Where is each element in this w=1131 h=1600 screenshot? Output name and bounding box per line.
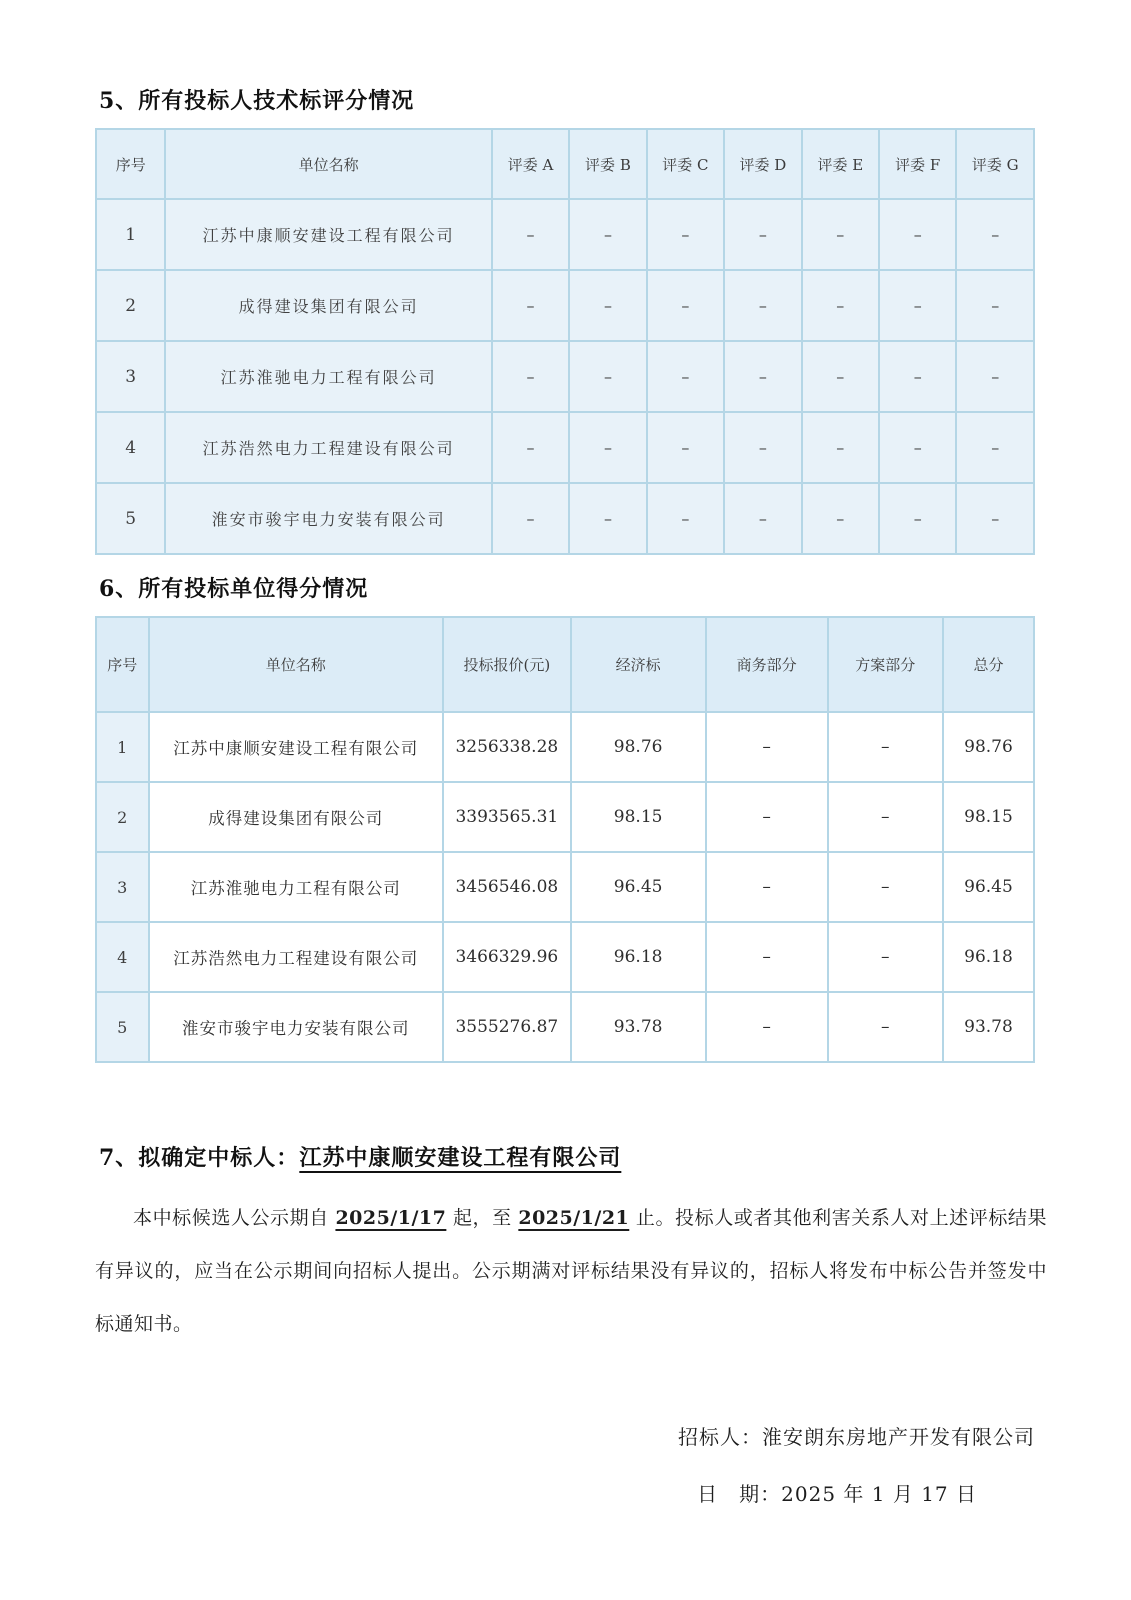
table-header-row — [96, 129, 1034, 199]
cell-judge-score: – — [879, 412, 956, 483]
cell-total-score: 96.18 — [943, 922, 1034, 992]
cell-judge-score: – — [569, 483, 646, 554]
table-row — [96, 270, 1034, 341]
cell-company-name: 成得建设集团有限公司 — [165, 270, 491, 341]
header-judge-a: 评委 A — [492, 129, 569, 199]
cell-bid-price: 3393565.31 — [443, 782, 571, 852]
cell-judge-score: – — [802, 270, 879, 341]
cell-judge-score: – — [802, 412, 879, 483]
cell-company-name: 江苏浩然电力工程建设有限公司 — [149, 922, 444, 992]
section6-title: 6、所有投标单位得分情况 — [99, 576, 369, 602]
cell-judge-score: – — [569, 412, 646, 483]
section7-title — [99, 1141, 1035, 1172]
cell-company-name: 江苏浩然电力工程建设有限公司 — [165, 412, 491, 483]
table-row — [96, 712, 1034, 782]
cell-economic-score: 98.76 — [571, 712, 706, 782]
header-company-name: 单位名称 — [165, 129, 491, 199]
winner-name: 江苏中康顺安建设工程有限公司 — [299, 1145, 622, 1171]
cell-serial: 4 — [96, 922, 149, 992]
cell-plan-score: – — [828, 712, 943, 782]
cell-judge-score: – — [956, 199, 1034, 270]
cell-economic-score: 98.15 — [571, 782, 706, 852]
cell-serial: 3 — [96, 341, 165, 412]
table-row — [96, 782, 1034, 852]
header-judge-d: 评委 D — [724, 129, 801, 199]
notice-text: 本中标候选人公示期自 — [133, 1207, 336, 1229]
table-row — [96, 341, 1034, 412]
cell-judge-score: – — [802, 483, 879, 554]
cell-judge-score: – — [647, 199, 724, 270]
cell-plan-score: – — [828, 992, 943, 1062]
header-business-score: 商务部分 — [706, 617, 828, 712]
table-row — [96, 852, 1034, 922]
cell-serial: 5 — [96, 483, 165, 554]
cell-bid-price: 3456546.08 — [443, 852, 571, 922]
header-company-name: 单位名称 — [149, 617, 444, 712]
cell-judge-score: – — [647, 412, 724, 483]
section7-title-prefix: 7、拟确定中标人： — [99, 1145, 300, 1171]
date-line — [95, 1478, 1035, 1507]
cell-judge-score: – — [724, 199, 801, 270]
cell-judge-score: – — [569, 270, 646, 341]
cell-judge-score: – — [647, 270, 724, 341]
cell-business-score: – — [706, 852, 828, 922]
cell-judge-score: – — [802, 199, 879, 270]
cell-plan-score: – — [828, 782, 943, 852]
signature-block — [95, 1421, 1035, 1507]
cell-serial: 4 — [96, 412, 165, 483]
cell-total-score: 93.78 — [943, 992, 1034, 1062]
cell-judge-score: – — [879, 483, 956, 554]
table-header-row — [96, 617, 1034, 712]
cell-economic-score: 96.18 — [571, 922, 706, 992]
table-row — [96, 922, 1034, 992]
cell-total-score: 98.15 — [943, 782, 1034, 852]
tenderer-line — [95, 1421, 1035, 1450]
header-serial: 序号 — [96, 617, 149, 712]
notice-text: 起，至 — [446, 1207, 519, 1229]
cell-serial: 3 — [96, 852, 149, 922]
cell-business-score: – — [706, 922, 828, 992]
cell-judge-score: – — [956, 341, 1034, 412]
section5-title: 5、所有投标人技术标评分情况 — [99, 88, 415, 114]
cell-judge-score: – — [956, 270, 1034, 341]
table-row — [96, 483, 1034, 554]
header-plan-score: 方案部分 — [828, 617, 943, 712]
cell-judge-score: – — [569, 341, 646, 412]
tenderer-label: 招标人： — [678, 1425, 762, 1449]
table-row — [96, 992, 1034, 1062]
cell-company-name: 淮安市骏宇电力安装有限公司 — [149, 992, 444, 1062]
total-score-table — [95, 616, 1035, 1063]
cell-judge-score: – — [879, 270, 956, 341]
cell-judge-score: – — [956, 412, 1034, 483]
cell-plan-score: – — [828, 922, 943, 992]
cell-bid-price: 3256338.28 — [443, 712, 571, 782]
cell-judge-score: – — [569, 199, 646, 270]
cell-business-score: – — [706, 712, 828, 782]
cell-serial: 5 — [96, 992, 149, 1062]
cell-serial: 1 — [96, 199, 165, 270]
cell-company-name: 江苏中康顺安建设工程有限公司 — [165, 199, 491, 270]
header-judge-e: 评委 E — [802, 129, 879, 199]
header-judge-g: 评委 G — [956, 129, 1034, 199]
cell-plan-score: – — [828, 852, 943, 922]
header-judge-b: 评委 B — [569, 129, 646, 199]
notice-text: 止。投标人或者其他利害关系人对上述评标结果有异议的，应当在公示期间向招标人提出。公示期满对评标结果没有异议的，招标人将发布中标公告并签发中标通知书。 — [95, 1207, 1047, 1335]
publicity-start-date: 2025/1/17 — [335, 1207, 447, 1229]
cell-judge-score: – — [492, 483, 569, 554]
cell-judge-score: – — [647, 341, 724, 412]
cell-business-score: – — [706, 782, 828, 852]
cell-judge-score: – — [647, 483, 724, 554]
header-judge-f: 评委 F — [879, 129, 956, 199]
cell-company-name: 淮安市骏宇电力安装有限公司 — [165, 483, 491, 554]
cell-company-name: 江苏中康顺安建设工程有限公司 — [149, 712, 444, 782]
header-bid-price: 投标报价(元) — [443, 617, 571, 712]
table-row — [96, 412, 1034, 483]
cell-judge-score: – — [492, 199, 569, 270]
cell-company-name: 成得建设集团有限公司 — [149, 782, 444, 852]
cell-judge-score: – — [724, 270, 801, 341]
date-value: 2025 年 1 月 17 日 — [781, 1482, 977, 1506]
cell-serial: 2 — [96, 270, 165, 341]
cell-judge-score: – — [492, 270, 569, 341]
cell-judge-score: – — [724, 483, 801, 554]
header-total-score: 总分 — [943, 617, 1034, 712]
cell-total-score: 98.76 — [943, 712, 1034, 782]
table-row — [96, 199, 1034, 270]
cell-bid-price: 3466329.96 — [443, 922, 571, 992]
cell-company-name: 江苏淮驰电力工程有限公司 — [149, 852, 444, 922]
date-label: 日 期： — [697, 1482, 782, 1506]
cell-judge-score: – — [956, 483, 1034, 554]
cell-business-score: – — [706, 992, 828, 1062]
technical-score-table — [95, 128, 1035, 555]
header-judge-c: 评委 C — [647, 129, 724, 199]
cell-judge-score: – — [802, 341, 879, 412]
cell-serial: 2 — [96, 782, 149, 852]
cell-judge-score: – — [492, 341, 569, 412]
cell-serial: 1 — [96, 712, 149, 782]
cell-judge-score: – — [724, 412, 801, 483]
cell-judge-score: – — [492, 412, 569, 483]
cell-economic-score: 96.45 — [571, 852, 706, 922]
tenderer-name: 淮安朗东房地产开发有限公司 — [762, 1425, 1035, 1449]
cell-judge-score: – — [724, 341, 801, 412]
cell-economic-score: 93.78 — [571, 992, 706, 1062]
cell-company-name: 江苏淮驰电力工程有限公司 — [165, 341, 491, 412]
cell-bid-price: 3555276.87 — [443, 992, 571, 1062]
cell-total-score: 96.45 — [943, 852, 1034, 922]
header-serial: 序号 — [96, 129, 165, 199]
publicity-end-date: 2025/1/21 — [518, 1207, 630, 1229]
cell-judge-score: – — [879, 199, 956, 270]
publicity-notice-paragraph — [95, 1192, 1047, 1351]
cell-judge-score: – — [879, 341, 956, 412]
header-economic-score: 经济标 — [571, 617, 706, 712]
